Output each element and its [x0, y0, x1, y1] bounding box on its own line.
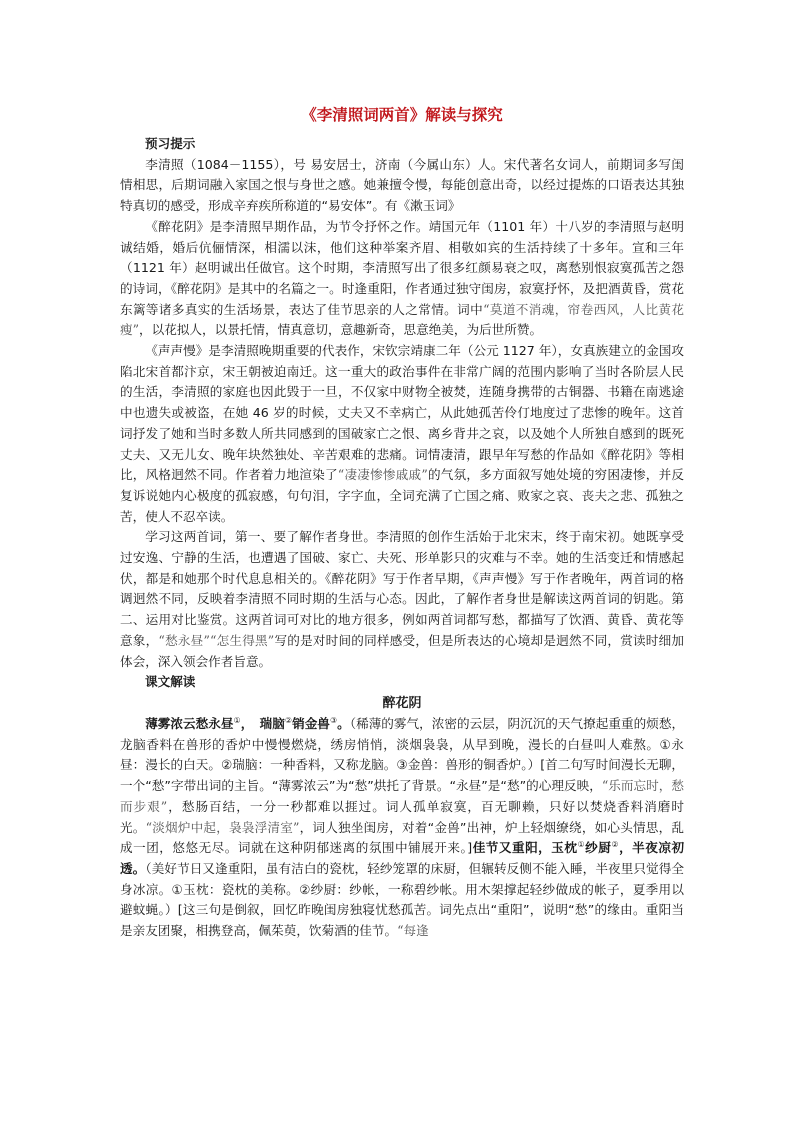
paragraph-text: 《醉花阴》是李清照早期作品，为节令抒怀之作。靖国元年（1101 年）十八岁的李清照与赵明诚结婚，婚后伉俪情深，相濡以沫，他们这种举案齐眉、相敬如宾的生活持续了十多年。宣和三年（1121 年）赵明诚出任做官。这个时期，李清照写出了很多红颜易衰之叹，离愁别恨寂寞孤苦之怨的诗词，《醉花阴》是其中的名篇之一。时逢重阳，作者通过独守闺房，寂寞抒怀，及把酒黄昏，赏花东篱等诸多真实的生活场景，表达了佳节思亲的人之常情。词中	[120, 218, 684, 317]
footnote-marker: ③	[329, 715, 338, 725]
quoted-line: “每逢	[397, 923, 429, 939]
explanation-text: （稀薄的雾气，浓密的云层，阴沉沉的天气撩起重重的烦愁，龙脑香料在兽形的香炉中慢慢燃烧，绣房悄悄，淡烟袅袅，从早到晚，漫长的白昼叫人难熬。①永昼：漫长的白天。②瑞脑：一种香料，又称龙脑。③金兽：兽形的铜香炉。）[首二句写时间漫长无聊，一个“愁”字带出词的主旨。“薄雾浓云”为“愁”烘托了背景。“永昼”是“愁”的心理反映，	[120, 715, 685, 794]
poem-stanza-1	[120, 714, 684, 942]
quoted-line: “凄凄惨惨戚戚”	[337, 467, 428, 483]
preview-paragraph-3	[120, 341, 684, 527]
document-title: 《李清照词两首》解读与探究	[301, 105, 503, 124]
quoted-line: “莫道不消魂，帘卷西风，人比黄花瘦”	[120, 301, 684, 338]
quoted-line: “淡烟炉中起，袅袅浮清室”	[145, 819, 300, 835]
poem-title: 醉花阴	[382, 695, 422, 711]
paragraph-text: 写的是对时间的同样感受，但是所表达的心境却是迥然不同，赏读时细加体会，深入领会作者旨意。	[120, 632, 684, 669]
section-heading-preview: 预习提示	[145, 136, 196, 151]
explanation-text: ，词人独坐闺房，对着“金兽”出神，炉上轻烟缭绕，如心头情思，乱成一团，悠悠无尽。词就在这种阴郁迷离的氛围中铺展开来。]	[120, 819, 684, 856]
footnote-marker: ②	[284, 715, 293, 725]
quoted-line: “怎生得黑”	[209, 632, 275, 648]
poem-line: 。	[337, 715, 350, 731]
paragraph-text: 《声声慢》是李清照晚期重要的代表作，宋钦宗靖康二年（公元 1127 年），女真族建立的金国攻陷北宋首都汴京，宋王朝被迫南迁。这一重大的政治事件在非常广阔的范围内影响了当时各阶层人民的生活，李清照的家庭也因此毁于一旦，不仅家中财物全被焚，连随身携带的古铜器、书籍在南逃途中也遗失或被盗，在她 46 岁的时候，丈夫又不幸病亡，从此她孤苦伶仃地度过了悲惨的晚年。这首词抒发了她和当时多数人所共同感到的国破家亡之恨、离乡背井之哀，以及她个人所独自感到的既死丈夫、又无儿女、晚年块然独处、辛苦艰难的悲痛。词情凄清，跟早年写愁的作品如《醉花阴》等相比，风格迥然不同。作者着力地渲染了	[120, 343, 684, 483]
poem-line: ， 瑞脑	[240, 715, 285, 731]
preview-paragraph-1: 李清照（1084－1155），号 易安居士，济南（今属山东）人。宋代著名女词人，前期词多写闺情相思，后期词融入家国之恨与身世之感。她兼擅令慢，每能创意出奇，以经过提炼的口语表达其独特真切的感受，形成辛弃疾所称道的“易安体”。有《漱玉词》	[120, 156, 684, 214]
footnote-marker: ①	[233, 715, 241, 725]
poem-line: ，半夜凉初透。	[120, 840, 685, 876]
paragraph-text: 的气氛，多方面叙写她处境的穷困凄惨，并反复诉说她内心极度的孤寂感，句句泪，字字血，全词充满了亡国之痛、败家之哀、丧夫之悲、孤独之苦，使人不忍卒读。	[120, 467, 684, 524]
preview-paragraph-4	[120, 527, 684, 672]
poem-line: 佳节又重阳，玉枕	[472, 840, 578, 856]
footnote-marker: ①	[577, 840, 586, 850]
document-content	[120, 104, 684, 942]
quoted-line: “乐而忘时，愁而步艰”	[120, 778, 684, 814]
poem-line: 纱厨	[585, 840, 612, 856]
section-heading-reading: 课文解读	[145, 674, 196, 690]
poem-line: 薄雾浓云愁永昼	[145, 715, 234, 731]
poem-line: 销金兽	[292, 715, 330, 731]
preview-paragraph-2	[120, 217, 684, 341]
explanation-text: （美好节日又逢重阳，虽有洁白的瓷枕，轻纱笼罩的床厨，但辗转反侧不能入睡，半夜里只觉得全身冰凉。①玉枕：瓷枕的美称。②纱厨：纱帐，一称碧纱帐。用木架撑起轻纱做成的帐子，夏季用以避蚊蝇。）[这三句是倒叙，回忆昨晚闺房独寝忧愁孤苦。词先点出“重阳”，说明“愁”的缘由。重阳当是亲友团聚，相携登高，佩茱萸，饮菊酒的佳节。	[120, 860, 685, 939]
explanation-text: ，愁肠百结，一分一秒都难以捱过。词人孤单寂寞，百无聊赖，只好以焚烧香料消磨时光。	[120, 798, 685, 835]
paragraph-text: ，以花拟人，以景托情，情真意切，意趣新奇，思意绝美，为后世所赞。	[139, 322, 543, 338]
paragraph-text: 学习这两首词，第一、要了解作者身世。李清照的创作生活始于北宋末，终于南宋初。她既享受过安逸、宁静的生活，也遭遇了国破、家亡、夫死、形单影只的灾难与不幸。她的生活变迁和情感起伏，都是和她那个时代息息相关的。《醉花阴》写于作者早期，《声声慢》写于作者晚年，两首词的格调迥然不同，反映着李清照不同时期的生活与心态。因此，了解作者身世是解读这两首词的钥匙。第二、运用对比鉴赏。这两首词可对比的地方很多，例如两首词都写愁，都描写了饮酒、黄昏、黄花等意象，	[120, 529, 684, 648]
quoted-line: “愁永昼”	[158, 632, 210, 648]
footnote-marker: ②	[611, 840, 620, 850]
